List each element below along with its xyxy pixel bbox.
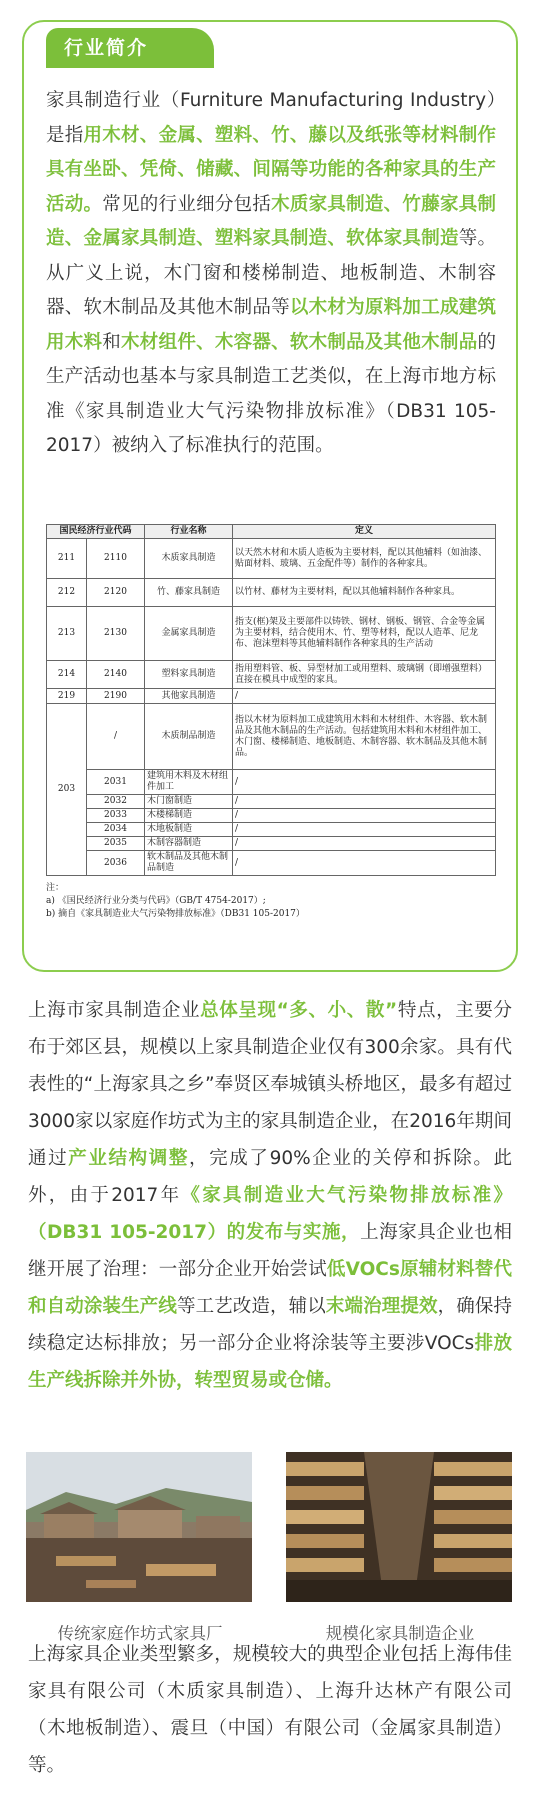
cell-code-major: 213 — [47, 607, 87, 661]
cell-definition: / — [233, 770, 496, 795]
table-row — [47, 837, 496, 851]
intro-card — [22, 20, 518, 972]
cell-definition: / — [233, 689, 496, 704]
intro-highlight: 用木材、金属、塑料、竹、藤以及纸张等材料制作具有坐卧、凭倚、储藏、间隔等功能的各种家具的生产活动。 — [46, 124, 496, 215]
intro-highlight: 以木材为原料加工成建筑用木料 — [46, 297, 496, 353]
cell-code-major: 212 — [47, 579, 87, 607]
cell-code-minor: 2110 — [87, 539, 145, 579]
cell-definition: / — [233, 809, 496, 823]
table-row — [47, 770, 496, 795]
body-highlight: 排放生产线拆除并外协，转型贸易或仓储。 — [28, 1333, 512, 1391]
table-row — [47, 539, 496, 579]
body-text: ，确保持续稳定达标排放；另一部分企业将涂装等主要涉VOCs — [28, 1296, 512, 1354]
table-row — [47, 823, 496, 837]
body-text: 等工艺改造，辅以 — [176, 1296, 326, 1317]
intro-text: 和 — [102, 331, 122, 353]
body-text: 上海家具企业也相继开展了治理：一部分企业开始尝试 — [28, 1222, 512, 1280]
distribution-paragraph — [28, 992, 512, 1399]
factory-caption: 规模化家具制造企业 — [325, 1624, 475, 1643]
table-row — [47, 579, 496, 607]
intro-paragraph — [46, 84, 496, 464]
intro-text: 等。从广义上说，木门窗和楼梯制造、地板制造、木制容器、软木制品及其他木制品等 — [46, 228, 496, 318]
cell-name: 建筑用木料及木材组件加工 — [145, 770, 233, 795]
intro-text: 的生产活动也基本与家具制造工艺类似，在上海市地方标准《家具制造业大气污染物排放标准》（DB31 105-2017）被纳入了标准执行的范围。 — [46, 331, 496, 456]
workshop-illustration — [26, 1452, 252, 1602]
cell-code-minor: / — [87, 704, 145, 770]
cell-name: 木门窗制造 — [145, 795, 233, 809]
cell-name: 其他家具制造 — [145, 689, 233, 704]
factory-illustration — [286, 1452, 512, 1602]
note-label: 注： — [46, 883, 65, 893]
section-title: 行业简介 — [46, 28, 214, 68]
cell-code-minor: 2120 — [87, 579, 145, 607]
body-highlight: 末端治理提效 — [325, 1296, 438, 1317]
body-text: ，完成了90%企业的关停和拆除。此外，由于2017年 — [28, 1148, 512, 1206]
table-row — [47, 851, 496, 876]
note-a: a) 《国民经济行业分类与代码》（GB/T 4754-2017）; — [46, 896, 266, 906]
cell-definition: / — [233, 823, 496, 837]
table-row — [47, 795, 496, 809]
cell-name: 木质制品制造 — [145, 704, 233, 770]
companies-paragraph: 上海家具企业类型繁多，规模较大的典型企业包括上海伟佳家具有限公司（木质家具制造）、上海升达林产有限公司（木地板制造）、震旦（中国）有限公司（金属家具制造）等。 — [28, 1644, 512, 1776]
cell-code-minor: 2032 — [87, 795, 145, 809]
cell-definition: 以天然木材和木质人造板为主要材料，配以其他辅料（如油漆、贴面材料、玻璃、五金配件等）制作的各种家具。 — [233, 539, 496, 579]
intro-highlight: 木质家具制造、竹藤家具制造、金属家具制造、塑料家具制造、软体家具制造 — [46, 193, 496, 249]
table-header-row — [47, 525, 496, 539]
body-highlight: 低VOCs原辅材料替代和自动涂装生产线 — [28, 1259, 512, 1317]
header-definition: 定义 — [233, 525, 496, 539]
cell-code-major: 219 — [47, 689, 87, 704]
table-row — [47, 661, 496, 689]
cell-code-minor: 2031 — [87, 770, 145, 795]
cell-code-minor: 2035 — [87, 837, 145, 851]
cell-name: 木地板制造 — [145, 823, 233, 837]
cell-definition: / — [233, 795, 496, 809]
cell-definition: 指支(框)架及主要部件以铸铁、钢材、钢板、钢管、合金等金属为主要材料，结合使用木、竹、塑等材料，配以人造革、尼龙布、泡沫塑料等其他辅料制作各种家具的生产活动 — [233, 607, 496, 661]
cell-name: 金属家具制造 — [145, 607, 233, 661]
body-text: 特点，主要分布于郊区县，规模以上家具制造企业仅有300余家。具有代表性的“上海家具之乡”奉贤区奉城镇头桥地区，最多有超过3000家以家庭作坊式为主的家具制造企业，在2016年期间通过 — [28, 1000, 512, 1169]
industry-table-figure — [46, 524, 496, 921]
cell-code-major: 211 — [47, 539, 87, 579]
cell-code-major: 214 — [47, 661, 87, 689]
cell-name: 塑料家具制造 — [145, 661, 233, 689]
cell-code-minor: 2034 — [87, 823, 145, 837]
cell-definition: 指以木材为原料加工成建筑用木料和木材组件、木容器、软木制品及其他木制品的生产活动。包括建筑用木料和木材组件加工、木门窗、楼梯制造、地板制造、木制容器、软木制品及其他木制品。 — [233, 704, 496, 770]
intro-highlight: 木材组件、木容器、软木制品及其他木制品 — [121, 331, 478, 353]
intro-text: 家具制造行业（Furniture Manufacturing Industry）是指 — [46, 90, 496, 146]
table-row — [47, 607, 496, 661]
cell-definition: 指用塑料管、板、异型材加工或用塑料、玻璃钢（即增强塑料）直接在模具中成型的家具。 — [233, 661, 496, 689]
industry-table — [46, 524, 496, 876]
cell-code-minor: 2036 — [87, 851, 145, 876]
cell-name: 木楼梯制造 — [145, 809, 233, 823]
cell-definition: 以竹材、藤材为主要材料，配以其他辅料制作各种家具。 — [233, 579, 496, 607]
table-row — [47, 689, 496, 704]
table-notes — [46, 882, 496, 921]
cell-name: 竹、藤家具制造 — [145, 579, 233, 607]
cell-code-minor: 2130 — [87, 607, 145, 661]
workshop-caption: 传统家庭作坊式家具厂 — [57, 1624, 223, 1643]
workshop-photo — [26, 1452, 252, 1602]
table-row — [47, 809, 496, 823]
table-row — [47, 704, 496, 770]
cell-code-minor: 2140 — [87, 661, 145, 689]
note-b: b) 摘自《家具制造业大气污染物排放标准》（DB31 105-2017） — [46, 909, 305, 919]
factory-photo — [286, 1452, 512, 1602]
cell-code-minor: 2190 — [87, 689, 145, 704]
cell-definition: / — [233, 851, 496, 876]
intro-text: 常见的行业细分包括 — [102, 193, 272, 215]
cell-name: 木制容器制造 — [145, 837, 233, 851]
body-text: 上海市家具制造企业 — [28, 1000, 201, 1021]
header-name: 行业名称 — [145, 525, 233, 539]
body-highlight: 产业结构调整 — [68, 1148, 190, 1169]
cell-definition: / — [233, 837, 496, 851]
cell-name: 软木制品及其他木制品制造 — [145, 851, 233, 876]
cell-code-major: 203 — [47, 704, 87, 876]
cell-code-minor: 2033 — [87, 809, 145, 823]
body-highlight: 《家具制造业大气污染物排放标准》（DB31 105-2017）的发布与实施， — [28, 1185, 512, 1243]
header-code: 国民经济行业代码 — [47, 525, 145, 539]
body-highlight: 总体呈现“多、小、散” — [200, 1000, 398, 1021]
cell-name: 木质家具制造 — [145, 539, 233, 579]
